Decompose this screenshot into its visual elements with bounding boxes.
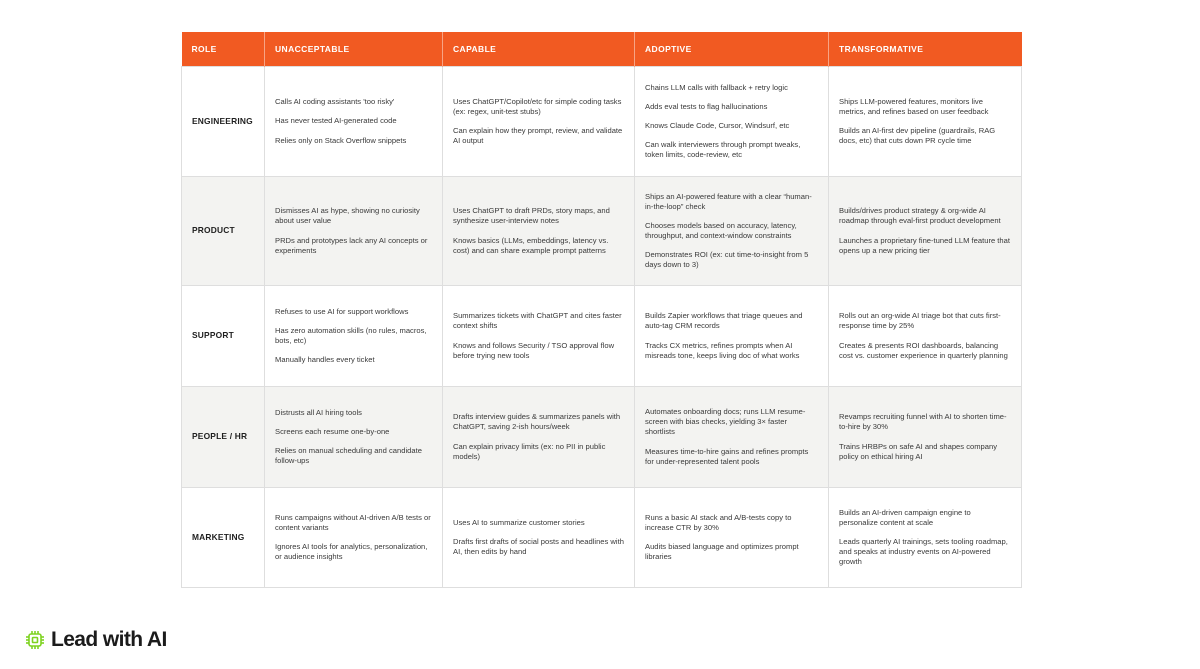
- cell-capable: [443, 286, 635, 387]
- cell-item: Dismisses AI as hype, showing no curiosity about user value: [275, 206, 420, 226]
- header-capable: CAPABLE: [443, 32, 635, 67]
- header-role: ROLE: [182, 32, 265, 67]
- cell-item: Chains LLM calls with fallback + retry logic: [645, 82, 788, 92]
- header-unacceptable: UNACCEPTABLE: [265, 32, 443, 67]
- cell-item: Measures time-to-hire gains and refines prompts for under-represented talent pools: [645, 446, 809, 466]
- cell-capable: [443, 67, 635, 177]
- table-row: [182, 488, 1022, 588]
- cell-item: Manually handles every ticket: [275, 355, 375, 365]
- cell-item: Distrusts all AI hiring tools: [275, 407, 362, 417]
- cell-item: Uses AI to summarize customer stories: [453, 517, 585, 527]
- cell-transformative: [829, 286, 1022, 387]
- cell-item: Rolls out an org-wide AI triage bot that cuts first-response time by 25%: [839, 311, 1001, 331]
- cell-item: Uses ChatGPT to draft PRDs, story maps, and synthesize user-interview notes: [453, 206, 610, 226]
- header-transformative: TRANSFORMATIVE: [829, 32, 1022, 67]
- cell-item: Has zero automation skills (no rules, macros, bots, etc): [275, 325, 427, 345]
- cell-item: Relies on manual scheduling and candidate follow-ups: [275, 446, 422, 466]
- cell-item: Has never tested AI-generated code: [275, 116, 397, 126]
- chip-icon: [25, 630, 45, 650]
- cell-unacceptable: [265, 286, 443, 387]
- cell-unacceptable: [265, 387, 443, 488]
- cell-item: Creates & presents ROI dashboards, balancing cost vs. customer experience in quarterly planning: [839, 340, 1008, 360]
- role-label: ENGINEERING: [182, 67, 265, 177]
- cell-transformative: [829, 387, 1022, 488]
- cell-item: Knows basics (LLMs, embeddings, latency vs. cost) and can share example prompt patterns: [453, 235, 609, 255]
- cell-item: Knows and follows Security / TSO approval flow before trying new tools: [453, 340, 615, 360]
- role-label: MARKETING: [182, 488, 265, 588]
- table-row: [182, 387, 1022, 488]
- cell-item: Revamps recruiting funnel with AI to shorten time-to-hire by 30%: [839, 412, 1007, 432]
- role-label: PRODUCT: [182, 177, 265, 286]
- header-row: [182, 32, 1022, 67]
- cell-adoptive: [635, 488, 829, 588]
- cell-item: Summarizes tickets with ChatGPT and cites faster context shifts: [453, 311, 622, 331]
- cell-item: Launches a proprietary fine-tuned LLM feature that opens up a new pricing tier: [839, 235, 1010, 255]
- cell-item: Audits biased language and optimizes prompt libraries: [645, 542, 799, 562]
- cell-transformative: [829, 488, 1022, 588]
- cell-item: Builds an AI-first dev pipeline (guardrails, RAG docs, etc) that cuts down PR cycle time: [839, 126, 996, 146]
- cell-item: Can explain how they prompt, review, and validate AI output: [453, 126, 623, 146]
- cell-item: Automates onboarding docs; runs LLM resume-screen with bias checks, yielding 3× faster shortlists: [645, 407, 806, 437]
- cell-item: Knows Claude Code, Cursor, Windsurf, etc: [645, 120, 790, 130]
- cell-transformative: [829, 67, 1022, 177]
- cell-item: Drafts interview guides & summarizes panels with ChatGPT, saving 2-ish hours/week: [453, 412, 621, 432]
- cell-item: Drafts first drafts of social posts and headlines with AI, then edits by hand: [453, 536, 624, 556]
- cell-item: Relies only on Stack Overflow snippets: [275, 135, 407, 145]
- cell-adoptive: [635, 177, 829, 286]
- cell-item: Trains HRBPs on safe AI and shapes company policy on ethical hiring AI: [839, 441, 998, 461]
- cell-capable: [443, 488, 635, 588]
- cell-item: Builds/drives product strategy & org-wide AI roadmap through eval-first product development: [839, 206, 1001, 226]
- cell-item: Runs a basic AI stack and A/B-tests copy to increase CTR by 30%: [645, 512, 792, 532]
- cell-adoptive: [635, 286, 829, 387]
- cell-adoptive: [635, 67, 829, 177]
- cell-item: Leads quarterly AI trainings, sets tooling roadmap, and speaks at industry events on AI-powered growth: [839, 536, 1008, 567]
- brand-logo: [25, 628, 167, 652]
- role-label: SUPPORT: [182, 286, 265, 387]
- cell-item: Builds an AI-driven campaign engine to personalize content at scale: [839, 507, 971, 527]
- cell-item: Builds Zapier workflows that triage queues and auto-tag CRM records: [645, 311, 803, 331]
- cell-item: Adds eval tests to flag hallucinations: [645, 101, 768, 111]
- cell-item: PRDs and prototypes lack any AI concepts or experiments: [275, 235, 428, 255]
- cell-item: Screens each resume one-by-one: [275, 426, 390, 436]
- table-row: [182, 67, 1022, 177]
- cell-item: Tracks CX metrics, refines prompts when AI misreads tone, keeps living doc of what works: [645, 340, 800, 360]
- role-label: PEOPLE / HR: [182, 387, 265, 488]
- cell-item: Ships an AI-powered feature with a clear “human-in-the-loop” check: [645, 191, 812, 211]
- cell-item: Can walk interviewers through prompt tweaks, token limits, code-review, etc: [645, 140, 801, 160]
- header-adoptive: ADOPTIVE: [635, 32, 829, 67]
- cell-item: Can explain privacy limits (ex: no PII in public models): [453, 441, 606, 461]
- cell-item: Uses ChatGPT/Copilot/etc for simple coding tasks (ex: regex, unit-test stubs): [453, 96, 622, 116]
- cell-unacceptable: [265, 67, 443, 177]
- cell-transformative: [829, 177, 1022, 286]
- cell-item: Refuses to use AI for support workflows: [275, 306, 409, 316]
- cell-item: Calls AI coding assistants 'too risky': [275, 97, 395, 107]
- cell-item: Chooses models based on accuracy, latency, throughput, and context-window constraints: [645, 220, 797, 240]
- cell-item: Demonstrates ROI (ex: cut time-to-insight from 5 days down to 3): [645, 250, 809, 270]
- table-row: [182, 286, 1022, 387]
- cell-capable: [443, 177, 635, 286]
- cell-capable: [443, 387, 635, 488]
- cell-item: Ships LLM-powered features, monitors live metrics, and refines based on user feedback: [839, 96, 989, 116]
- cell-item: Ignores AI tools for analytics, personalization, or audience insights: [275, 542, 428, 562]
- brand-name: Lead with AI: [51, 628, 167, 651]
- cell-unacceptable: [265, 177, 443, 286]
- table-row: [182, 177, 1022, 286]
- cell-adoptive: [635, 387, 829, 488]
- cell-unacceptable: [265, 488, 443, 588]
- cell-item: Runs campaigns without AI-driven A/B tests or content variants: [275, 512, 431, 532]
- ai-competency-matrix: [181, 32, 1022, 588]
